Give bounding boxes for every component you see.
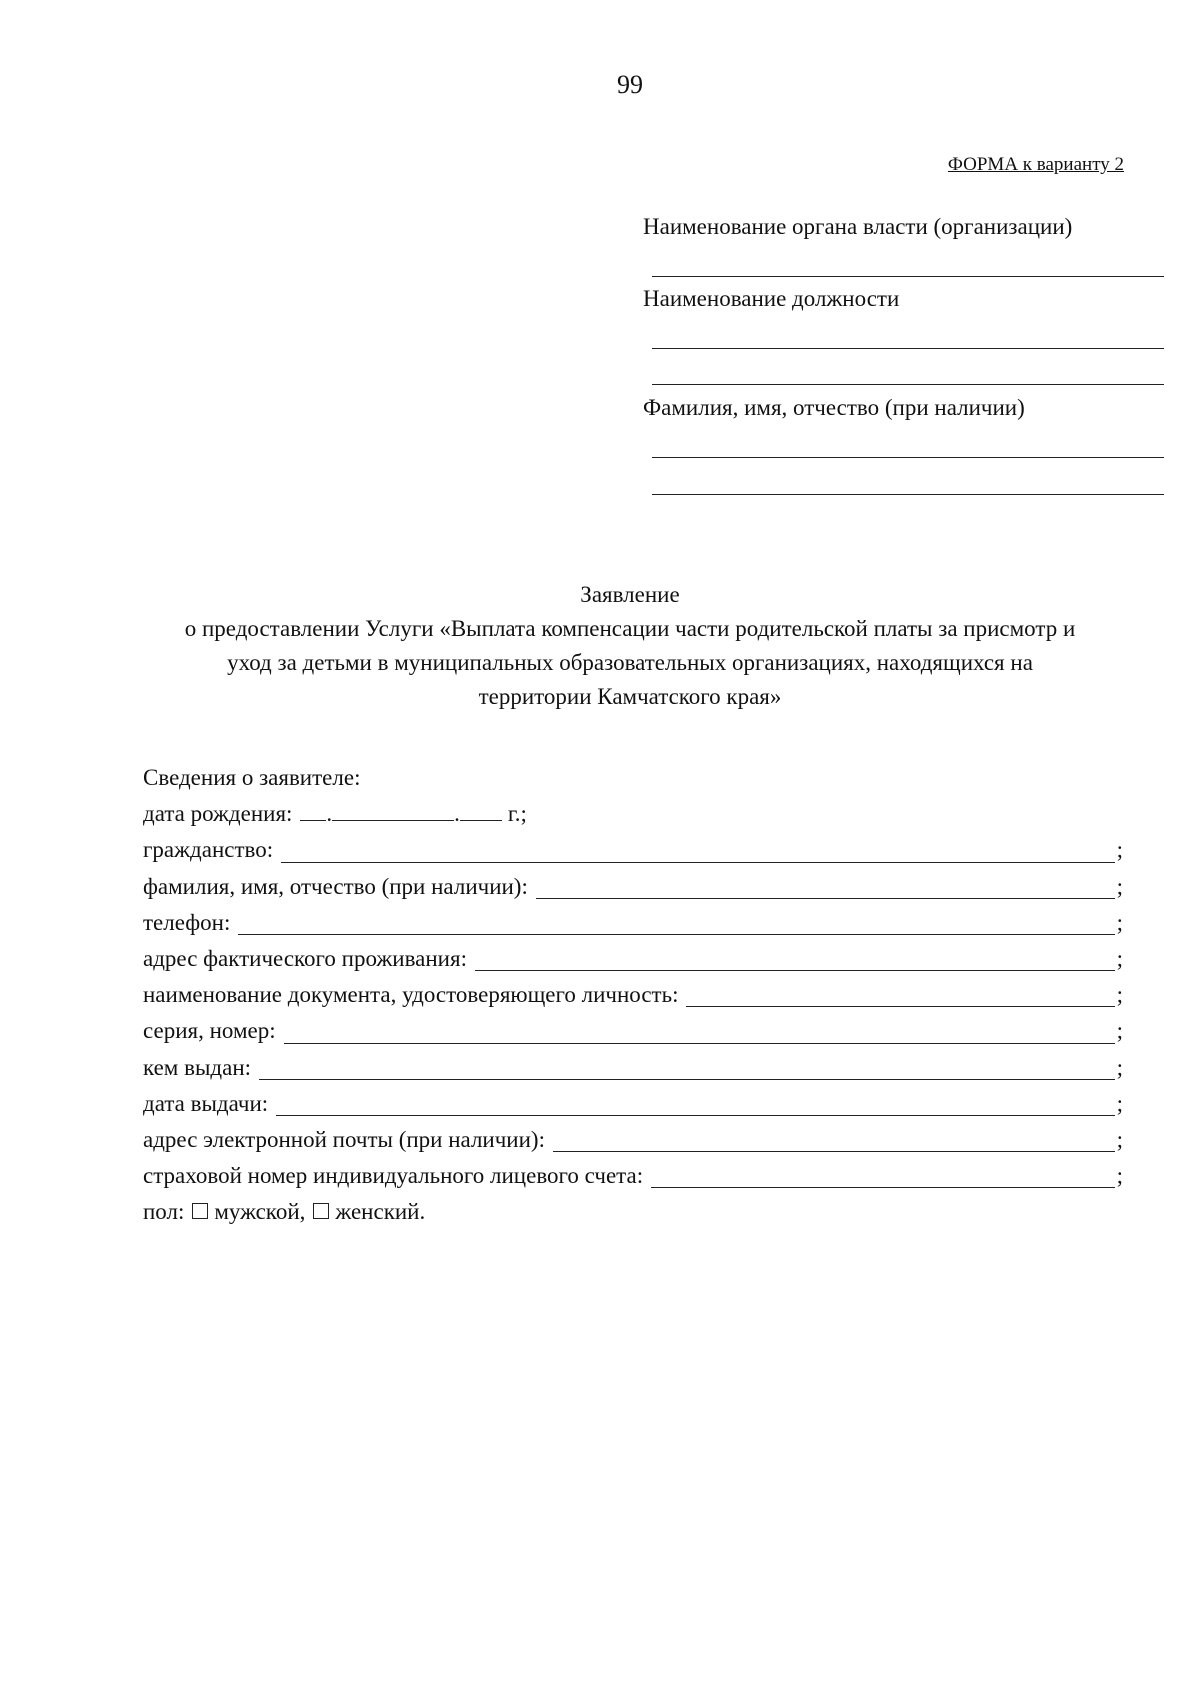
birth-date-suffix: г.; [507, 801, 527, 827]
terminator: ; [1116, 982, 1123, 1008]
terminator: ; [1116, 1126, 1123, 1152]
birth-day-field[interactable] [300, 800, 326, 821]
fio-field-2[interactable] [652, 494, 1164, 495]
id-document-field[interactable] [686, 984, 1114, 1007]
terminator: ; [1116, 873, 1123, 899]
applicant-heading-text: Сведения о заявителе: [143, 765, 361, 790]
applicant-fio-field[interactable] [536, 876, 1115, 899]
terminator: ; [1116, 945, 1123, 971]
title-line-4: территории Камчатского края» [478, 684, 782, 709]
title-line-1: Заявление [580, 582, 680, 607]
birth-date-label: дата рождения: [143, 801, 293, 827]
field-row-address [143, 941, 1123, 977]
terminator: ; [1116, 837, 1123, 863]
id-document-label: наименование документа, удостоверяющего личность: [143, 982, 679, 1008]
gender-female-checkbox[interactable] [313, 1203, 329, 1219]
fio-field-1[interactable] [652, 457, 1164, 458]
authority-name-label: Наименование органа власти (организации) [643, 214, 1073, 239]
series-number-label: серия, номер: [143, 1018, 276, 1044]
issue-date-label: дата выдачи: [143, 1090, 269, 1116]
field-row-issue-date [143, 1086, 1123, 1122]
position-name-field-1[interactable] [652, 348, 1164, 349]
issued-by-label: кем выдан: [143, 1054, 252, 1080]
field-row-phone [143, 905, 1123, 941]
title-line-3: уход за детьми в муниципальных образовательных организациях, находящихся на [227, 650, 1033, 675]
gender-male-label: мужской, [214, 1199, 306, 1225]
birth-year-field[interactable] [460, 800, 502, 821]
terminator: ; [1116, 1054, 1123, 1080]
terminator: ; [1116, 1163, 1123, 1189]
terminator: ; [1116, 1090, 1123, 1116]
series-number-field[interactable] [284, 1021, 1115, 1044]
field-row-snils [143, 1158, 1123, 1194]
form-variant-label: ФОРМА к варианту 2 [947, 154, 1124, 175]
field-row-id-document [143, 977, 1123, 1013]
address-label: адрес фактического проживания: [143, 945, 467, 971]
terminator: ; [1116, 1018, 1123, 1044]
gender-female-label: женский. [335, 1199, 426, 1225]
fio-label: Фамилия, имя, отчество (при наличии) [643, 395, 1025, 420]
phone-field[interactable] [238, 912, 1114, 935]
terminator: ; [1116, 909, 1123, 935]
title-line-2: о предоставлении Услуги «Выплата компенсации части родительской платы за присмотр и [184, 616, 1076, 641]
email-field[interactable] [553, 1129, 1115, 1152]
gender-male-checkbox[interactable] [192, 1203, 208, 1219]
address-field[interactable] [475, 948, 1115, 971]
citizenship-field[interactable] [281, 840, 1115, 863]
authority-name-field[interactable] [652, 276, 1164, 277]
issued-by-field[interactable] [259, 1057, 1115, 1080]
applicant-heading [143, 760, 1123, 796]
gender-row [143, 1194, 1123, 1230]
field-row-series-number [143, 1013, 1123, 1049]
birth-date-row: дата рождения: . . г.; [143, 796, 1123, 832]
application-title [145, 578, 1115, 714]
position-name-field-2[interactable] [652, 384, 1164, 385]
field-row-citizenship [143, 832, 1123, 868]
snils-label: страховой номер индивидуального лицевого счета: [143, 1163, 644, 1189]
birth-month-field[interactable] [332, 800, 454, 821]
phone-label: телефон: [143, 909, 231, 935]
email-label: адрес электронной почты (при наличии): [143, 1126, 545, 1152]
field-row-fio [143, 869, 1123, 905]
field-row-email [143, 1122, 1123, 1158]
applicant-fields [143, 760, 1123, 1230]
gender-label: пол: [143, 1199, 185, 1225]
field-row-issued-by [143, 1050, 1123, 1086]
position-name-label: Наименование должности [643, 286, 900, 311]
snils-field[interactable] [651, 1165, 1115, 1188]
issue-date-field[interactable] [276, 1093, 1114, 1116]
citizenship-label: гражданство: [143, 837, 274, 863]
page-number: 99 [617, 70, 643, 99]
fio-field-label: фамилия, имя, отчество (при наличии): [143, 873, 528, 899]
